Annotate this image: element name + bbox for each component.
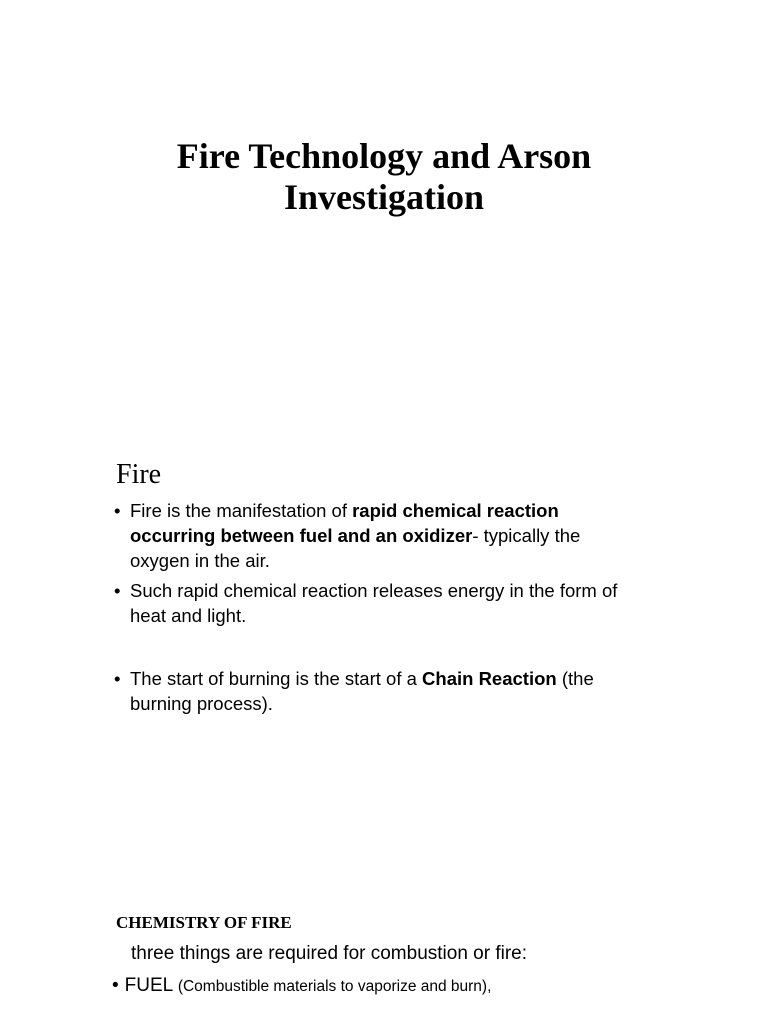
title-line-2: Investigation — [283, 177, 485, 217]
bullet-marker: • — [112, 975, 119, 996]
bullet-text-bold: Chain Reaction — [422, 668, 557, 689]
bullet-text-bold: rapid chemical reaction occurring between fuel and an oxidizer — [130, 500, 559, 546]
fuel-bullet — [112, 973, 491, 1000]
bullet-marker: • — [114, 580, 121, 601]
bullet-item — [112, 498, 632, 573]
bullet-item — [112, 578, 632, 628]
fuel-description: (Combustible materials to vaporize and burn), — [177, 978, 492, 995]
bullet-text-plain: (the burning process). — [130, 668, 594, 714]
chemistry-heading: CHEMISTRY OF FIRE — [116, 913, 292, 932]
page-title — [0, 136, 768, 218]
bullet-text-plain: Fire is the manifestation of — [130, 500, 353, 521]
fire-section-heading: Fire — [116, 459, 162, 490]
bullet-item — [112, 666, 632, 716]
bullet-text — [130, 498, 632, 573]
bullet-text — [130, 666, 632, 716]
fuel-label: FUEL — [124, 975, 173, 996]
bullet-marker: • — [114, 668, 121, 689]
bullet-text-plain: The start of burning is the start of a — [130, 668, 423, 689]
title-line-1: Fire Technology and Arson — [176, 136, 592, 176]
chemistry-intro: three things are required for combustion or fire: — [131, 943, 528, 964]
bullet-text: Such rapid chemical reaction releases energy in the form of heat and light. — [130, 580, 618, 626]
bullet-marker: • — [114, 500, 121, 521]
bullet-text-plain: - typically the oxygen in the air. — [130, 525, 581, 571]
